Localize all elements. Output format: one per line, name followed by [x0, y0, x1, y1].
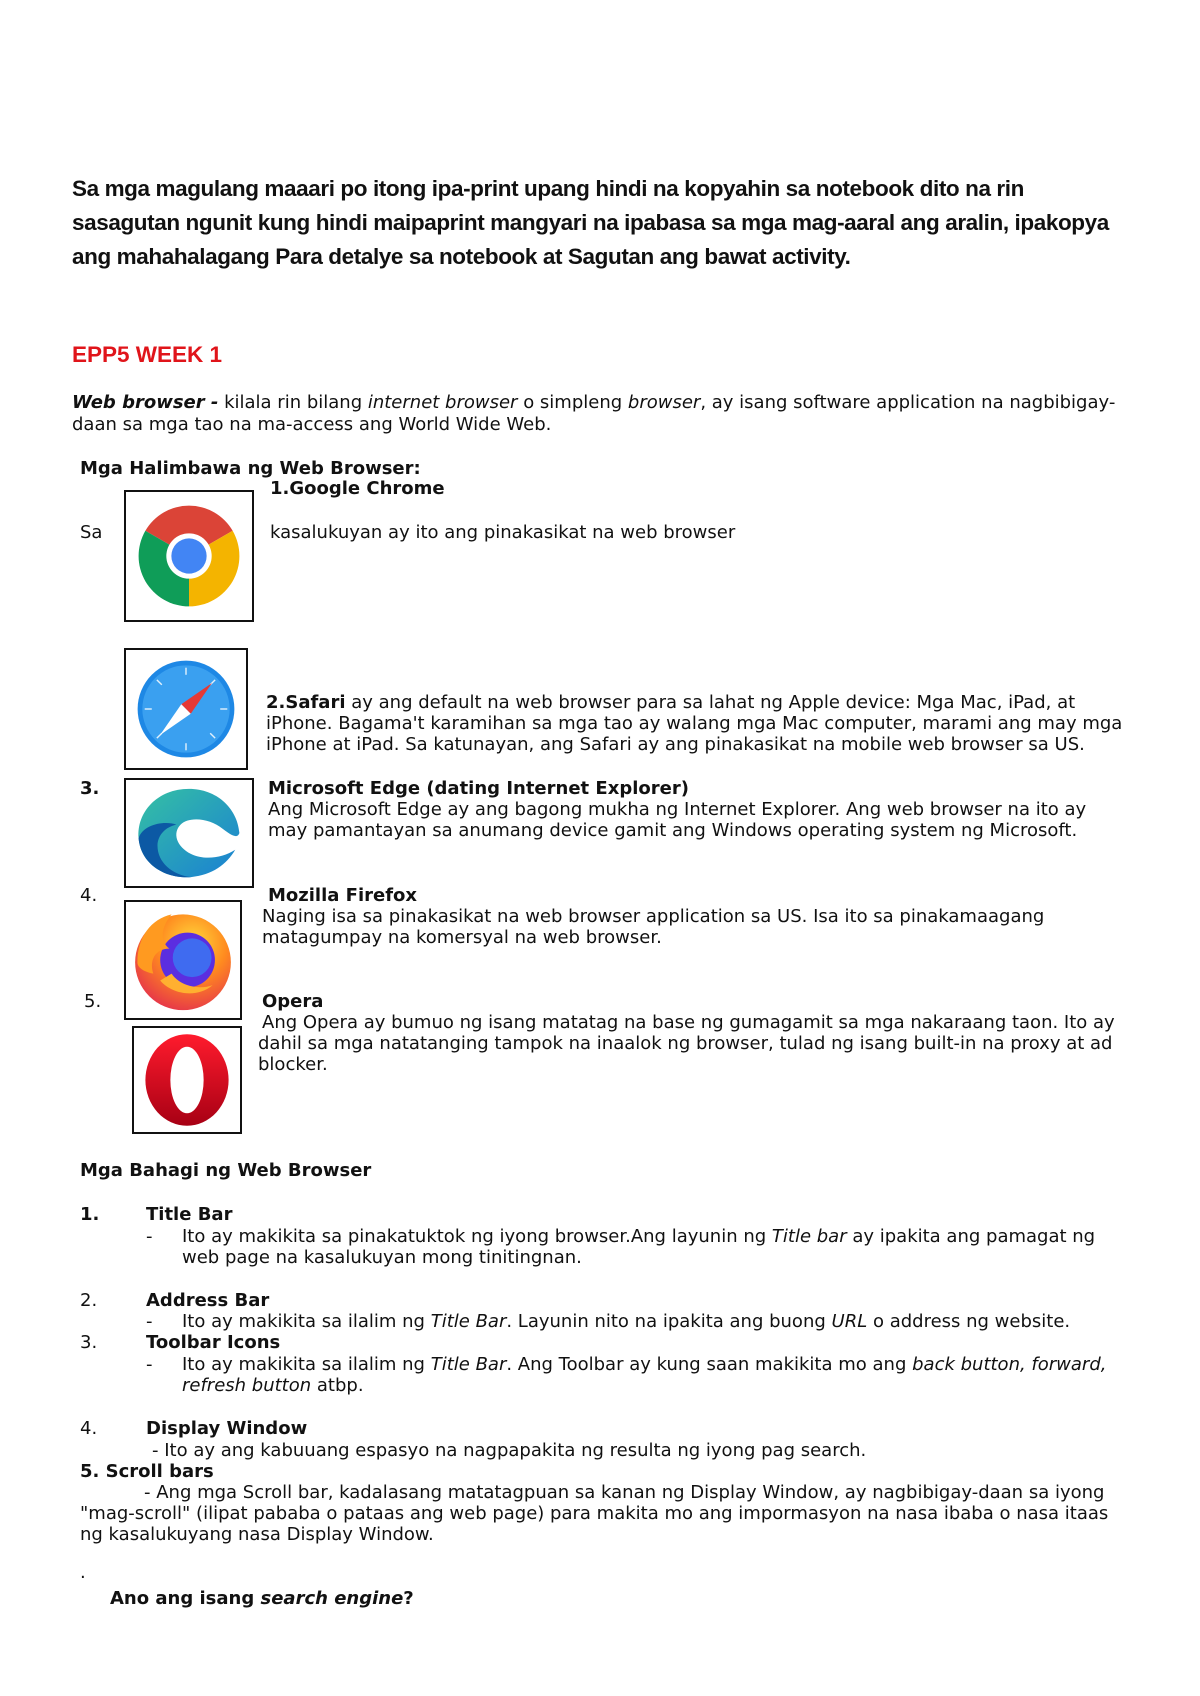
part-1-title: Title Bar — [146, 1204, 233, 1225]
firefox-desc-line-2: matagumpay na komersyal na web browser. — [262, 927, 662, 948]
safari-desc-1: ay ang default na web browser para sa lahat ng Apple device: Mga Mac, iPad, at — [345, 692, 1076, 713]
part-1-line-1 — [182, 1226, 1095, 1247]
part-2-text-c: o address ng website. — [867, 1311, 1071, 1332]
firefox-logo-icon — [124, 900, 242, 1020]
definition-term: Web browser - — [72, 392, 219, 413]
opera-name: Opera — [262, 991, 324, 1012]
definition-line-2: daan sa mga tao na ma-access ang World Wide Web. — [72, 414, 552, 435]
search-engine-question — [110, 1588, 414, 1609]
edge-number: 3. — [80, 778, 100, 799]
lesson-heading: EPP5 WEEK 1 — [72, 342, 223, 367]
part-2-line-1 — [182, 1311, 1070, 1332]
part-1-dash: - — [146, 1226, 153, 1247]
part-1-number: 1. — [80, 1204, 100, 1225]
part-2-text-b: . Layunin nito na ipakita ang buong — [506, 1311, 832, 1332]
examples-title: Mga Halimbawa ng Web Browser: — [80, 458, 421, 479]
firefox-number: 4. — [80, 885, 98, 906]
part-3-text-b: . Ang Toolbar ay kung saan makikita mo ang — [506, 1354, 913, 1375]
part-2-italic-b: URL — [831, 1311, 868, 1332]
part-3-text-c: atbp. — [311, 1375, 364, 1396]
safari-desc-line-1 — [266, 692, 1075, 713]
question-text-a: Ano ang isang — [110, 1588, 261, 1609]
part-1-text-a: Ito ay makikita sa pinakatuktok ng iyong browser.Ang layunin ng — [182, 1226, 772, 1247]
part-3-title: Toolbar Icons — [146, 1332, 281, 1353]
part-2-text-a: Ito ay makikita sa ilalim ng — [182, 1311, 431, 1332]
part-3-number: 3. — [80, 1332, 98, 1353]
part-2-dash: - — [146, 1311, 153, 1332]
part-3-italic-a: Title Bar — [430, 1354, 507, 1375]
part-5-line-1: - Ang mga Scroll bar, kadalasang matatagpuan sa kanan ng Display Window, ay nagbibigay-daan sa iyong — [144, 1482, 1105, 1503]
opera-desc-line-3: blocker. — [258, 1054, 328, 1075]
chrome-desc: kasalukuyan ay ito ang pinakasikat na web browser — [270, 522, 736, 543]
parent-notice: Sa mga magulang maaari po itong ipa-print upang hindi na kopyahin sa notebook dito na rin sasagutan ngunit kung hindi maipaprint mangyari na ipabasa sa mga mag-aaral ang aralin, ipakopya ang mahahalagang Para detalye sa notebook at Sagutan ang bawat activity. — [72, 176, 1109, 269]
definition-text-3: , ay isang software application na nagbibigay- — [700, 392, 1116, 413]
opera-desc-line-2: dahil sa mga natatanging tampok na inaalok ng browser, tulad ng isang built-in na proxy at ad — [258, 1033, 1113, 1054]
part-3-line-2 — [182, 1375, 364, 1396]
edge-desc-line-1: Ang Microsoft Edge ay ang bagong mukha ng Internet Explorer. Ang web browser na ito ay — [268, 799, 1087, 820]
part-5-title: 5. Scroll bars — [80, 1461, 214, 1482]
part-2-title: Address Bar — [146, 1290, 270, 1311]
safari-logo-icon — [124, 648, 248, 770]
edge-name: Microsoft Edge (dating Internet Explorer) — [268, 778, 689, 799]
part-3-dash: - — [146, 1354, 153, 1375]
opera-number: 5. — [84, 991, 102, 1012]
part-5-line-3: ng kasalukuyang nasa Display Window. — [80, 1524, 434, 1545]
definition-text-2: o simpleng — [517, 392, 628, 413]
chrome-logo-icon — [124, 490, 254, 622]
part-1-italic-a: Title bar — [771, 1226, 847, 1247]
part-3-italic-c: refresh button — [182, 1375, 312, 1396]
stray-dot: . — [80, 1562, 86, 1583]
chrome-lead: Sa — [80, 522, 103, 543]
safari-name: 2.Safari — [266, 692, 346, 713]
definition-line-1 — [72, 392, 1115, 413]
safari-desc-line-2: iPhone. Bagama't karamihan sa mga tao ay walang mga Mac computer, marami ang may mga — [266, 713, 1123, 734]
edge-logo-icon — [124, 778, 254, 888]
part-3-line-1 — [182, 1354, 1106, 1375]
part-2-italic-a: Title Bar — [430, 1311, 507, 1332]
question-italic: search engine — [260, 1588, 404, 1609]
part-4-text: - Ito ay ang kabuuang espasyo na nagpapakita ng resulta ng iyong pag search. — [152, 1440, 867, 1461]
edge-desc-line-2: may pamantayan sa anumang device gamit ang Windows operating system ng Microsoft. — [268, 820, 1078, 841]
definition-italic-2: browser — [627, 392, 701, 413]
part-4-number: 4. — [80, 1418, 98, 1439]
part-2-number: 2. — [80, 1290, 98, 1311]
firefox-desc-line-1: Naging isa sa pinakasikat na web browser application sa US. Isa ito sa pinakamaagang — [262, 906, 1045, 927]
part-1-text-b: ay ipakita ang pamagat ng — [846, 1226, 1096, 1247]
question-text-b: ? — [403, 1588, 414, 1609]
opera-logo-icon — [132, 1026, 242, 1134]
definition-text-1: kilala rin bilang — [218, 392, 368, 413]
part-1-line-2: web page na kasalukuyan mong tinitingnan. — [182, 1247, 582, 1268]
part-3-italic-b: back button, forward, — [912, 1354, 1107, 1375]
safari-desc-line-3: iPhone at iPad. Sa katunayan, ang Safari ay ang pinakasikat na mobile web browser sa US. — [266, 734, 1085, 755]
opera-desc-line-1: Ang Opera ay bumuo ng isang matatag na base ng gumagamit sa mga nakaraang taon. Ito ay — [262, 1012, 1115, 1033]
definition-italic-1: internet browser — [367, 392, 518, 413]
part-3-text-a: Ito ay makikita sa ilalim ng — [182, 1354, 431, 1375]
part-4-title: Display Window — [146, 1418, 308, 1439]
parts-title: Mga Bahagi ng Web Browser — [80, 1160, 372, 1181]
part-5-line-2: "mag-scroll" (ilipat pababa o pataas ang web page) para makita mo ang impormasyon na nasa ibaba o nasa itaas — [80, 1503, 1109, 1524]
firefox-name: Mozilla Firefox — [268, 885, 418, 906]
chrome-name: 1.Google Chrome — [270, 478, 445, 499]
